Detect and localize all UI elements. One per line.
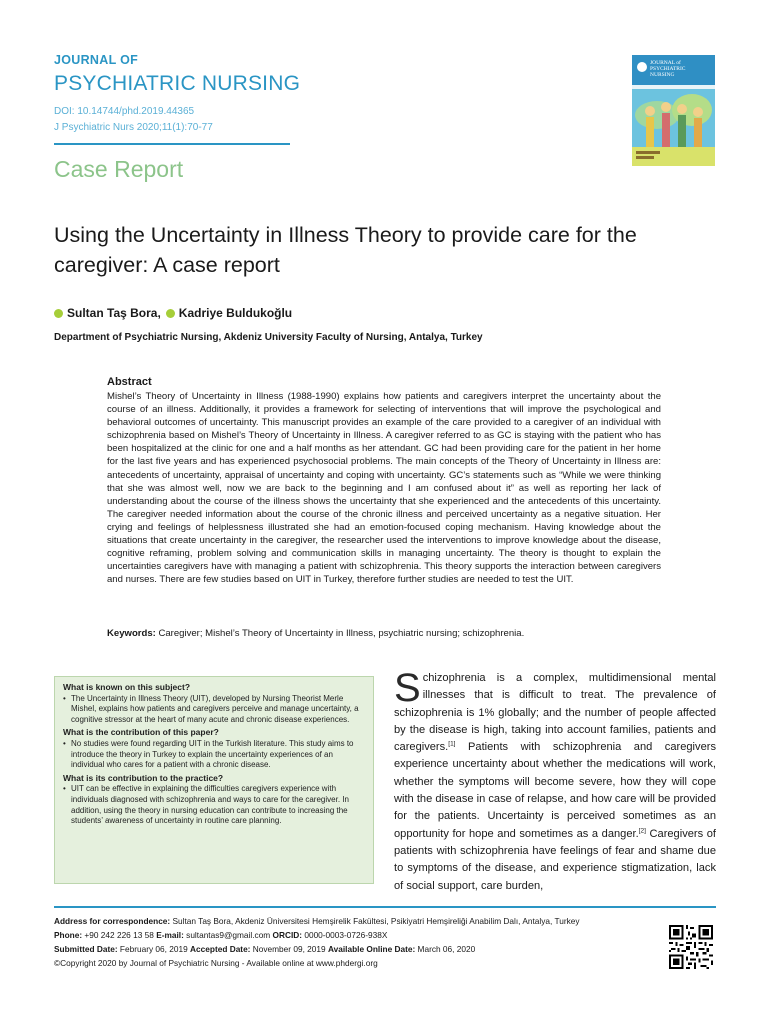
dropcap: S [394,666,421,710]
article-title: Using the Uncertainty in Illness Theory to provide care for the caregiver: A case report [54,223,637,277]
body-paragraph-part-3: Caregivers of patients with schizophrenia have feelings of fear and shame due to symptoms of the disease, and experience stigmatization, lack of social support, care burden, [394,827,716,892]
body-paragraph-part-1: chizophrenia is a complex, multidimensional mental illnesses that is difficult to treat. The prevalence of schizophrenia is 1% globally; and the number of people affected by the disease is high, taking into account families, patients and caregivers. [394,672,716,754]
qr-code-icon[interactable] [669,925,713,969]
box-answer-1: • The Uncertainty in Illness Theory (UIT), developed by Nursing Theorist Merle Mishel, explains how patients and caregivers perceive and manage uncertainty, a cognitive stressor at the heart of many acute and chronic disease experiences. [63,693,359,724]
correspondence-line: Address for correspondence: Sultan Taş Bora, Akdeniz Üniversitesi Hemşirelik Fakültesi, Psikiyatri Hemşireliği Anabilim Dalı, Antalya, Turkey [54,916,580,926]
author-name-2: Kadriye Buldukoğlu [178,306,293,320]
body-text-column [394,666,716,895]
contact-line: Phone: +90 242 226 13 58 E-mail: sultantas9@gmail.com ORCID: 0000-0003-0726-938X [54,930,388,941]
cover-title-line3: NURSING [650,72,675,78]
journal-cover-image [632,55,715,166]
abstract-heading: Abstract [107,376,152,388]
author-list [54,306,292,320]
cover-title-line1: JOURNAL of [650,60,681,66]
box-question-2: What is the contribution of this paper? [63,727,219,738]
journal-kicker: JOURNAL OF [54,53,139,67]
cover-title-line2: PSYCHIATRIC [650,66,686,72]
keywords-label: Keywords: [107,628,156,639]
orcid-icon[interactable] [54,309,63,318]
orcid-icon[interactable] [166,309,175,318]
copyright-line: ©Copyright 2020 by Journal of Psychiatric Nursing - Available online at www.phdergi.org [54,958,378,969]
box-answer-2: • No studies were found regarding UIT in the Turkish literature. This study aims to introduce the theory in Turkey to explain the uncertainty experiences of an individual who cares for a patient with a chronic disease. [63,738,354,770]
box-question-1: What is known on this subject? [63,682,191,692]
dates-line: Submitted Date: February 06, 2019 Accepted Date: November 09, 2019 Available Online Date: March 06, 2020 [54,944,476,955]
affiliation: Department of Psychiatric Nursing, Akdeniz University Faculty of Nursing, Antalya, Turkey [54,332,483,343]
keywords [107,627,661,640]
footer-rule [54,906,716,908]
citation: J Psychiatric Nurs 2020;11(1):70-77 [54,122,213,133]
box-question-3: What is its contribution to the practice? [63,772,224,783]
journal-name: PSYCHIATRIC NURSING [54,72,301,95]
reference-2[interactable]: [2] [638,826,646,834]
doi[interactable]: DOI: 10.14744/phd.2019.44365 [54,106,195,117]
header-rule [54,143,290,145]
box-answer-3: • UIT can be effective in explaining the difficulties caregivers experience with individuals diagnosed with schizophrenia and ways to care for the caregiver. In addition, using the theory in nursing education can contribute to increasing the students’ awareness of uncertainty in routine care planning. [63,784,349,826]
article-type: Case Report [54,156,184,182]
email-link[interactable]: sultantas9@gmail.com [183,930,273,941]
abstract-text: Mishel’s Theory of Uncertainty in Illness (1988-1990) explains how patients and caregivers interpret the uncertainty about the course of an illness. Additionally, it provides a framework for selecting of interventions that will improve the psychological and behavioral outcomes of uncertainty. This manuscript provides an example of the care provided to a caregiver of an individual with schizophrenia based on Mishel’s Theory of Uncertainty in Illness. A caregiver referred to as GC is staying with the patient who has been hospitalized at the clinic for one and a half months as her attendant. GC had been providing care for the patient in her home for the last five years and has experienced psychosocial problems. The main concepts of the Theory of Uncertainty in Illness are: antecedents of uncertainty, appraisal of uncertainty and coping with uncertainty. GC’s statements such as “While we were thinking that she was almost well, now we are back to the beginning and I am confused about it” as well as reporting her lack of understanding about the course of the illness shows the uncertainty that she experienced and the antecedents of this uncertainty. The caregiver needed information about the course of the chronic illness and perceived uncertainty as a negative situation. Her crying and feelings of helplessness illustrated she had an emotion-focused coping mechanism. Having knowledge about the situations that create uncertainty in the caregiver, the researcher used the interventions to improve knowledge about the disease, cognitive reframing, problem solving and communication skills in managing uncertainty. The theory is thought to explain the uncertainties caregivers have with managing a patient with schizophrenia. This theory supports the interaction between caregivers and nurses. There are few studies based on UIT in Turkey, therefore further studies are needed to test the UIT. [107,391,661,586]
keywords-text: Caregiver; Mishel’s Theory of Uncertainty in Illness, psychiatric nursing; schizophrenia. [158,628,525,639]
reference-1[interactable]: [1] [448,740,456,748]
author-name-1: Sultan Taş Bora, [67,306,161,320]
footer [54,914,654,970]
body-paragraph-part-2: Patients with schizophrenia and caregivers experience uncertainty about whether the medications will work, whether the symptoms will become severe, how they will cope with the disease in case of relapse, and how care will be provided for the patients. Uncertainty is perceived sometimes as an opportunity for hope and sometimes as a danger. [394,741,716,840]
highlights-box [54,676,374,884]
